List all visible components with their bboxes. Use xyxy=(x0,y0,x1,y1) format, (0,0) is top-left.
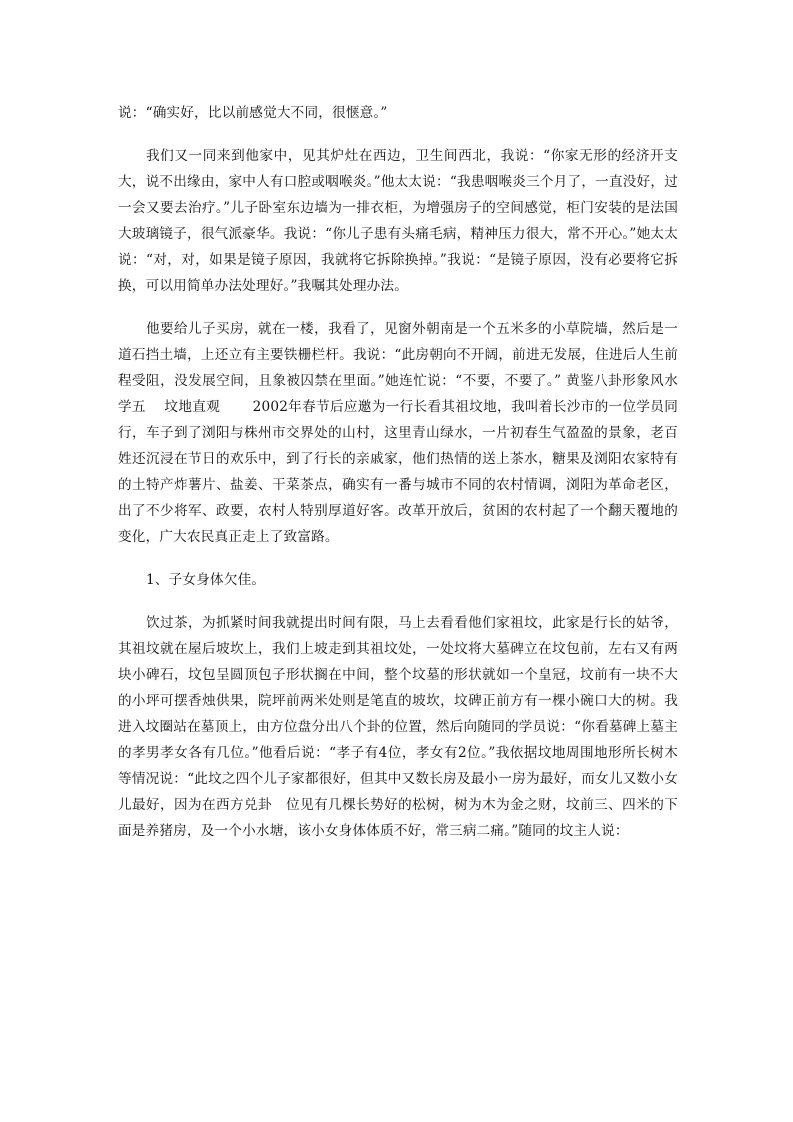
paragraph-4: 饮过茶，为抓紧时间我就提出时间有限，马上去看看他们家祖坟，此家是行长的姑爷，其祖坟就在屋后坡坎上，我们上坡走到其祖坟处，一处坟将大墓碑立在坟包前，左右又有两块小碑石，坟包呈圆顶包子形状搁在中间，整个坟墓的形状就如一个皇冠，坟前有一块不大的小坪可摆香烛供果，院坪前两米处则是笔直的坡坎，坟碑正前方有一棵小碗口大的树。我进入坟圈站在墓顶上，由方位盘分出八个卦的位置，然后向随同的学员说：“你看墓碑上墓主的孝男孝女各有几位。”他看后说：“孝子有4位，孝女有2位。”我依据坟地周围地形所长树木等情况说：“此坟之四个儿子家都很好，但其中又数长房及最小一房为最好，而女儿又数小女儿最好，因为在西方兑卦 位见有几棵长势好的松树，树为木为金之财，坟前三、四米的下面是养猪房，及一个小水塘，该小女身体体质不好，常三病二痛。”随同的坟主人说： xyxy=(118,615,678,839)
paragraph-2: 我们又一同来到他家中，见其炉灶在西边，卫生间西北，我说：“你家无形的经济开支大，说不出缘由，家中人有口腔或咽喉炎。”他太太说：“我患咽喉炎三个月了，一直没好，过一会又要去治疗。”儿子卧室东边墙为一排衣柜，为增强房子的空间感觉，柜门安装的是法国大玻璃镜子，很气派豪华。我说：“你儿子患有头痛毛病，精神压力很大，常不开心。”她太太说：“对，对，如果是镜子原因，我就将它拆除换掉。”我说：“是镜子原因，没有必要将它拆换，可以用简单办法处理好。”我嘱其处理办法。 xyxy=(118,148,678,294)
document-body xyxy=(118,100,678,844)
section-heading: 1、子女身体欠佳。 xyxy=(146,572,266,588)
paragraph-3: 他要给儿子买房，就在一楼，我看了，见窗外朝南是一个五米多的小草院墙，然后是一道石挡土墙，上还立有主要铁栅栏杆。我说：“此房朝向不开阔，前进无发展，住进后人生前程受阻，没发展空间，且象被囚禁在里面。”她连忙说：“不要，不要了。” 黄鉴八卦形象风水学五 坟地直观 2002年春节后应邀为一行长看其祖坟地，我叫着长沙市的一位学员同行，车子到了浏阳与株州市交界处的山村，这里青山绿水，一片初春生气盈盈的景象，老百姓还沉浸在节日的欢乐中，到了行长的亲戚家，他们热情的送上茶水，糖果及浏阳农家特有的土特产炸薯片、盐姜、干菜茶点，确实有一番与城市不同的农村情调，浏阳为革命老区，出了不少将军、政要，农村人特别厚道好客。改革开放后，贫困的农村起了一个翻天覆地的变化，广大农民真正走上了致富路。 xyxy=(118,321,678,545)
paragraph-1: 说：“确实好，比以前感觉大不同，很惬意。” xyxy=(118,105,388,121)
